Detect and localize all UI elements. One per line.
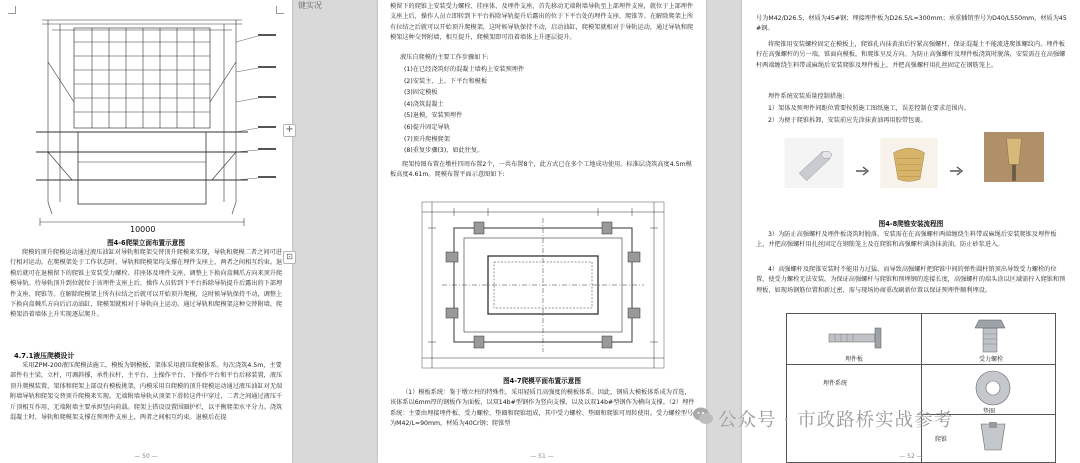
figure-caption: 图4-8爬锥安装流程图 [878, 220, 944, 228]
figure-caption: 图4-7爬模平面布置示意图 [503, 377, 581, 385]
list-item: (4)浇筑混凝土 [404, 100, 444, 108]
body-paragraph: 爬架按图布置在墩柱四周布置2个，一共布置8个，此方式已在多个工地成功使用。标准层浇筑高度4.5m模板高度4.61m。爬模布置平面示意图如下: [390, 161, 692, 179]
work-steps-list [404, 64, 524, 157]
body-paragraph: （1）模板系统：鉴于墩立柱的特殊性，采用轻质且高强度的模板体系。因此，钢质大模板体系成为首选，该体系以6mm厚的钢板作为面板，以双14b#型钢作为竖向支撑，以及以双14b#型钢作为横向支撑。（2）埋件系统：主要由埋接埋件板、受力螺栓、垫圈和爬锥组成，其中受力螺栓、垫圈和爬锥可周转使用。受力螺栓型号为M42/L=90mm，材质为40Cr钢；爬锥型 [390, 389, 695, 428]
page-number: — 52 — [899, 453, 923, 460]
label-system: 埋件系统 [823, 380, 848, 387]
page-number: — 51 — [530, 453, 554, 460]
section-heading: 4.7.1液压爬模设计 [14, 352, 75, 360]
document-page-52 [742, 0, 1080, 463]
cone-photo-1 [774, 138, 854, 188]
cone-image [973, 420, 1013, 454]
cone-photo-3 [966, 132, 1062, 182]
arrow-right-icon [856, 166, 870, 176]
list-item: (5)退模，安装预埋件 [404, 112, 463, 120]
wechat-logo-icon [692, 405, 714, 427]
dimension-label: 10000 [130, 225, 156, 234]
list-item: (3)固定模板 [404, 89, 438, 97]
body-paragraph: 采用ZPM-200液压爬模法施工，模板为钢模板，架体采用液压爬模体系。每次浇筑4.5m，主要部件有主梁，立杆，可调斜撑，承性拉杆，主平台、上操作平台、下操作平台和平台后移装置，液压顶升爬模装置，架体和爬架上部设有模板挑架，内模采用自爬模的顶升爬模运动通过液压油缸对无端附墙导轨和爬架交替顶升爬模来实现。无端附墙导轨从顶架下滑转这件中穿过，二者之间通过液压千斤顶相互作用，无端附墙主要承担竖向荷载。爬架上搭设设置围圈护栏，以平衡爬架水平分力。浇筑混凝土时，导轨和爬模架支撑在预埋件支座上，两者之间相互约束。退模后在提 [10, 362, 283, 422]
header-fragment: 键实况 [298, 1, 322, 10]
label-cone: 爬锥 [935, 436, 948, 443]
page-number: — 50 — [134, 453, 158, 460]
list-item: (7)顶升爬模爬架 [404, 135, 450, 143]
embedded-plate-image [827, 322, 887, 356]
climbing-form-plan-drawing [418, 198, 668, 372]
body-paragraph: 4）高强螺杆及爬锥安装时不能用力过猛，而导致高强螺杆把爬锥中间的弹性圆柱销顶出导致受力螺栓的位置，使受力螺栓无法安装。为保证高强螺杆与爬锥和预埋钢的连接长度，高强螺杆的端头涂以区域需拧入爬锥和预埋板，如现场钢筋位置和新过密，需与现场协商重改刷新位置以保证预埋件顺利埋设。 [756, 266, 1066, 294]
embedded-parts-diagram [786, 313, 1056, 463]
body-paragraph: 爬模的顶升爬模运动通过液压油缸对导轨和爬架交替顶升爬模来实现，导轨和爬模二者之间可进行相对运动。在爬模架处于工作状态时，导轨和爬模架均支撑在埋件支座上，两者之间相互约束。退模后就可在退模留下的爬锥上安装受力螺栓、挂座体及埋件支座，调整上下换向盒棘爪方向来顶升爬模导轨。待导轨顶升到位就位于该埋件支座上后，操作人员转到下平台拆除导轨提升后露出的下部埋件支座、爬锥等。在解除爬模架上所有拉结之后就可以开始顶升爬模，这时候导轨保持不动，调整上下换向盒棘爪方向后启动油缸，爬模架就相对于导轨向上运动。通过导轨和爬模架这种交替附墙，爬模架沿着墙体上升实现逐层爬升。 [10, 249, 283, 319]
washer-image [973, 368, 1013, 408]
document-page-51 [378, 0, 706, 463]
quality-control-title: 埋件系统安装质量控制措施： [768, 93, 849, 100]
list-item: (2)安装主、上、下平台和模板 [404, 77, 488, 85]
document-page-50 [0, 0, 292, 463]
label-embed-plate: 埋件板 [845, 356, 864, 363]
body-paragraph: 将爬锥用安装螺栓固定在模板上，爬锥孔内抹黄油后拧紧高强螺杆，保证混凝土不能流进爬锥螺纹内。埋件板拧在高强螺杆的另一端，锥面向模板，和爬锥呈反方向。为防止高强螺杆及埋件板浇筑时脱落，安装需在在高强螺杆两端缠绕生料带或麻绳后安装爬锥及埋件板上，并把高强螺杆用扎丝固定在钢筋笼上。 [756, 41, 1066, 69]
quality-check-item: 2）为便于爬锥拆卸，安装前应先涂抹黄油再用胶带包裹。 [768, 117, 927, 124]
body-paragraph: 模留下的爬锥上安装受力螺栓、挂座体、及埋件支座，首先移动无端附墙导轨至上部埋件支座，就位于上部埋件支座上后，操作人员立即转到下平台拆除导轨提升后露出的位于下平台处的埋件支座、爬锥等。在解除爬架上所有拉结之后就可以开始顶升爬模架，这时候导轨保持不动，启动油缸，爬模架就相对于导轨运动，通过导轨和爬模架这种交替附墙，相互提升，爬模架即可沿着墙体上升逐层提升。 [390, 3, 694, 42]
cone-photo-2 [870, 138, 948, 188]
comment-anchor-icon[interactable]: ⊡ [283, 251, 296, 264]
list-item: (6)提升固定导轨 [404, 123, 450, 131]
arrow-right-icon [950, 166, 964, 176]
body-paragraph: 号为M42/D26.5，材质为45#钢；埋接埋件板为D26.5/L=300mm；承重插销型号为D40/L550mm，材质为45#钢。 [756, 15, 1067, 33]
quality-check-item: 1）架体及预埋件间距位置要按照施工图纸施工，误差控制在要求范围内。 [768, 105, 970, 112]
label-bolt: 受力螺栓 [979, 356, 1004, 363]
watermark-text: 公众号 · 市政路桥实战参考 [718, 410, 954, 431]
add-comment-button[interactable]: + [283, 124, 296, 137]
figure-caption: 图4-6爬架立面布置示意图 [107, 239, 185, 247]
climbing-frame-elevation-drawing [12, 2, 284, 234]
list-item: (8)重复步骤(3)，如此往复。 [404, 147, 484, 155]
steps-intro: 液压自爬模的主要工作步骤如下: [400, 54, 489, 61]
label-washer: 垫圈 [983, 408, 996, 415]
list-item: (1)在已经浇筑好的混凝土墙构上安装预埋件 [404, 66, 525, 73]
bolt-image [971, 318, 1011, 354]
body-paragraph: 3）为防止高强螺杆及埋件板浇筑时脱落，安装需在在高强螺杆两端缠绕生料带或麻绳后安装爬锥及埋件板上，并把高强螺杆用扎丝固定在钢筋笼上及在爬锥和高强螺杆满涂抹黄油，防止砂浆进入。 [756, 231, 1057, 249]
